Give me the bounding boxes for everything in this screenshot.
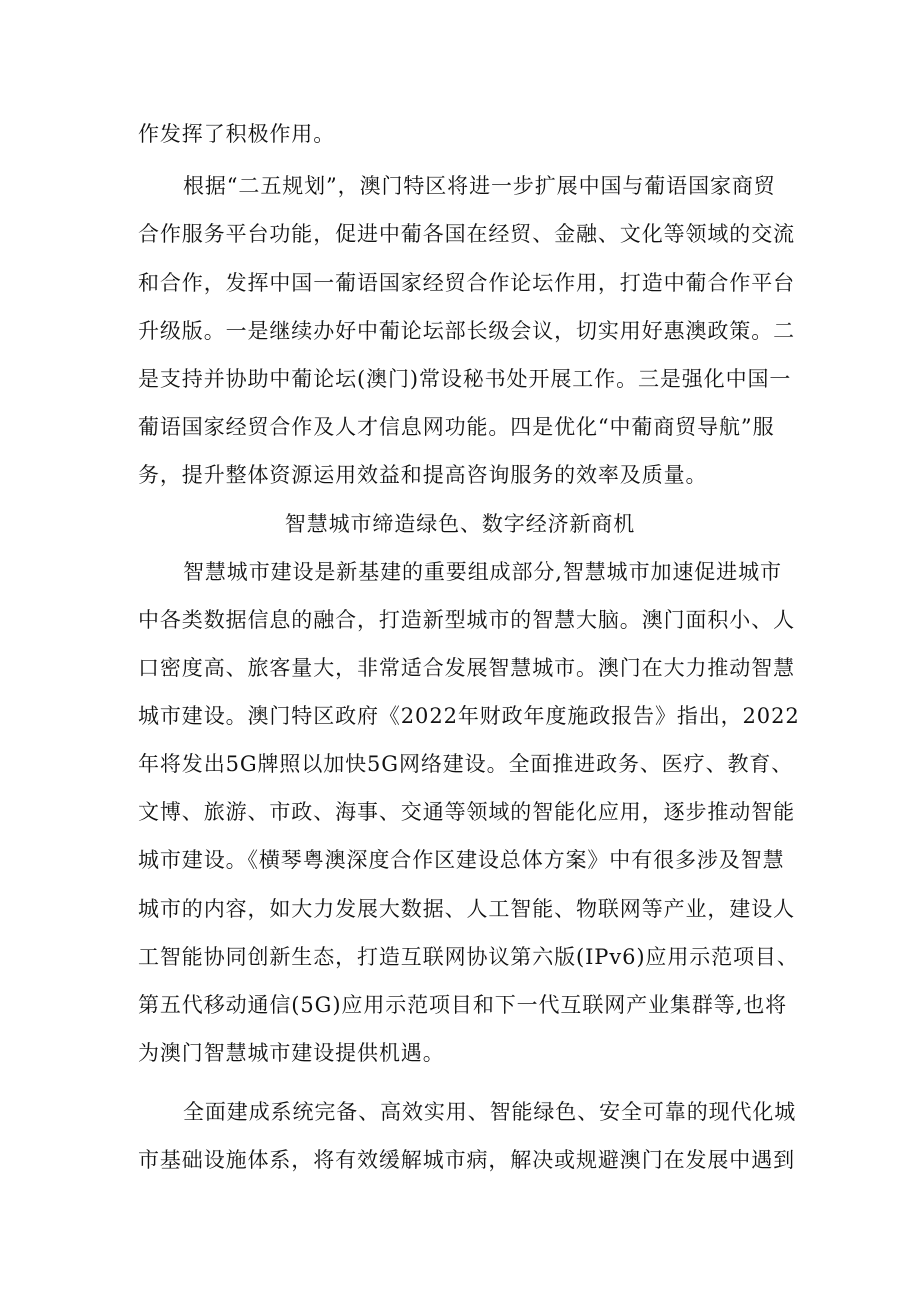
text-line: 作发挥了积极作用。: [138, 122, 336, 146]
text-line: 合作服务平台功能，促进中葡各国在经贸、金融、文化等领域的交流: [138, 222, 795, 246]
text-line: 市基础设施体系，将有效缓解城市病，解决或规避澳门在发展中遇到: [138, 1148, 795, 1172]
text-line: 为澳门智慧城市建设提供机遇。: [138, 1041, 445, 1065]
text-line: 工智能协同创新生态，打造互联网协议第六版(IPv6)应用示范项目、: [138, 945, 799, 969]
section-heading: 智慧城市缔造绿色、数字经济新商机: [284, 512, 636, 536]
text-line: 城市建设。《横琴粤澳深度合作区建设总体方案》中有很多涉及智慧: [138, 848, 785, 872]
text-line: 第五代移动通信(5G)应用示范项目和下一代互联网产业集群等,也将: [138, 993, 787, 1017]
text-line: 文博、旅游、市政、海事、交通等领域的智能化应用，逐步推动智能: [138, 800, 795, 824]
text-line: 是支持并协助中葡论坛(澳门)常设秘书处开展工作。三是强化中国一: [138, 367, 792, 391]
text-line: 务，提升整体资源运用效益和提高咨询服务的效率及质量。: [138, 463, 708, 487]
text-line: 口密度高、旅客量大，非常适合发展智慧城市。澳门在大力推动智慧: [138, 656, 795, 680]
text-line: 葡语国家经贸合作及人才信息网功能。四是优化“中葡商贸导航”服: [138, 415, 775, 439]
text-line: 中各类数据信息的融合，打造新型城市的智慧大脑。澳门面积小、人: [138, 608, 795, 632]
text-line: 年将发出5G牌照以加快5G网络建设。全面推进政务、医疗、教育、: [138, 752, 794, 776]
text-line: 城市的内容，如大力发展大数据、人工智能、物联网等产业，建设人: [138, 897, 795, 921]
text-line: 和合作，发挥中国一葡语国家经贸合作论坛作用，打造中葡合作平台: [138, 271, 795, 295]
text-line: 全面建成系统完备、高效实用、智能绿色、安全可靠的现代化城: [183, 1100, 797, 1124]
text-line: 城市建设。澳门特区政府《2022年财政年度施政报告》指出，2022: [138, 704, 800, 728]
text-line: 智慧城市建设是新基建的重要组成部分,智慧城市加速促进城市: [183, 560, 782, 584]
text-line: 升级版。一是继续办好中葡论坛部长级会议，切实用好惠澳政策。二: [138, 319, 795, 343]
text-line: 根据“二五规划”，澳门特区将进一步扩展中国与葡语国家商贸: [183, 174, 776, 198]
